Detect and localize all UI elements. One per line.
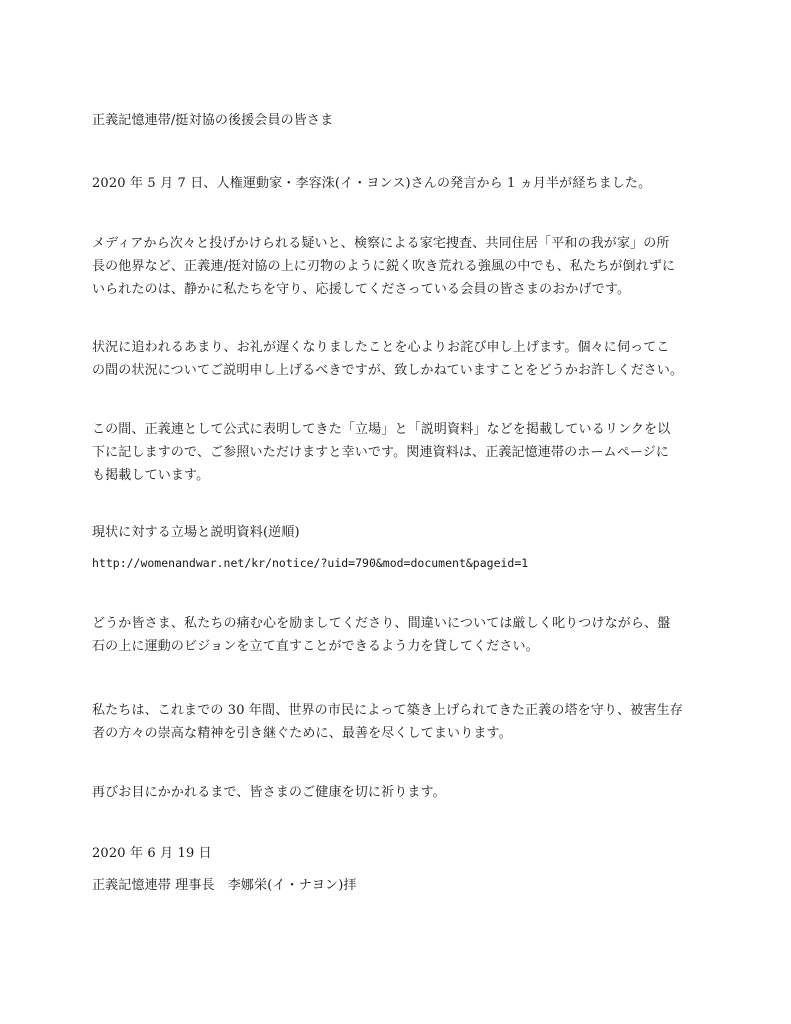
date [92,842,704,865]
paragraph-5 [92,612,704,658]
paragraph-line: 2020 年 5 月 7 日、人権運動家・李容洙(イ・ヨンス)さんの発言から 1 ヵ月半が経ちました。 [92,176,652,191]
signature-line: 正義記憶連帯 理事長 李娜栄(イ・ナヨン)拝 [92,878,357,893]
paragraph-3 [92,336,704,382]
link-heading-line: 現状に対する立場と説明資料(逆順) [92,525,300,540]
paragraph-line: 長の他界など、正義連/挺対協の上に刃物のように鋭く吹き荒れる強風の中でも、私たちが倒れずに [92,259,676,274]
paragraph-line: 下に記しますので、ご参照いただけますと幸いです。関連資料は、正義記憶連帯のホームページに [92,445,670,460]
paragraph-4 [92,418,704,487]
paragraph-line: いられたのは、静かに私たちを守り、応援してくださっている会員の皆さまのおかげです。 [92,282,631,297]
paragraph-line: 私たちは、これまでの 30 年間、世界の市民によって築き上げられてきた正義の塔を守り、被害生存 [92,703,683,718]
paragraph-6 [92,699,704,745]
reference-link[interactable]: http://womenandwar.net/kr/notice/?uid=790&mod=document&pageid=1 [92,556,529,570]
paragraph-line: メディアから次々と投げかけられる疑いと、検察による家宅捜査、共同住居「平和の我が家」の所 [92,236,670,251]
paragraph-line: も掲載しています。 [92,468,210,483]
paragraph-1 [92,172,704,195]
paragraph-line: の間の状況についてご説明申し上げるべきですが、致しかねていますことをどうかお許しください。 [92,363,684,378]
paragraph-line: どうか皆さま、私たちの痛む心を励ましてくださり、間違いについては厳しく叱りつけながら、盤 [92,616,671,631]
paragraph-line: 状況に追われるあまり、お礼が遅くなりましたことを心よりお詫び申し上げます。個々に伺ってこ [92,340,670,355]
date-line: 2020 年 6 月 19 日 [92,846,212,861]
link-heading [92,521,704,544]
signature [92,874,704,897]
paragraph-line: この間、正義連として公式に表明してきた「立場」と「説明資料」などを掲載しているリンクを以 [92,422,671,437]
link-block [92,552,704,575]
paragraph-line: 石の上に運動のビジョンを立て直すことができるよう力を貸してください。 [92,639,539,654]
paragraph-2 [92,232,704,301]
paragraph-line: 者の方々の崇高な精神を引き継ぐために、最善を尽くしてまいります。 [92,726,512,741]
paragraph-line: 再びお目にかかれるまで、皆さまのご健康を切に祈ります。 [92,785,446,800]
salutation-line: 正義記憶連帯/挺対協の後援会員の皆さま [92,113,334,128]
paragraph-7 [92,781,704,804]
salutation [92,109,704,132]
